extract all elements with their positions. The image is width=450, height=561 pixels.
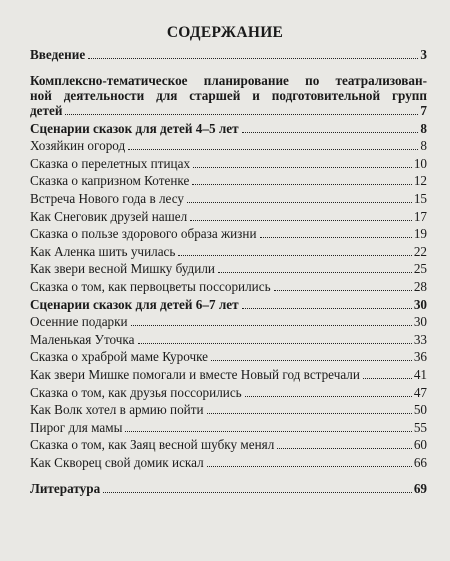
toc-entry-page: 17 [413, 208, 427, 224]
toc-entry [30, 156, 427, 171]
toc-entry [30, 314, 427, 329]
toc-entry [30, 191, 427, 206]
toc-entry-page: 60 [413, 437, 427, 453]
toc-entry-planning [30, 73, 427, 118]
toc-entry-page: 25 [413, 261, 427, 277]
toc-entry-label: Как звери весной Мишку будили [30, 261, 215, 277]
dot-leader [125, 431, 411, 432]
toc-entry [30, 244, 427, 259]
toc-entry-page: 69 [413, 480, 427, 496]
dot-leader [260, 237, 412, 238]
dot-leader [190, 220, 412, 221]
toc-entry-page: 15 [413, 190, 427, 206]
toc-entry-page: 28 [413, 278, 427, 294]
toc-entry [30, 226, 427, 241]
dot-leader [192, 184, 411, 185]
toc-entry-page: 7 [420, 103, 427, 118]
toc-section-label: Сценарии сказок для детей 6–7 лет [30, 296, 239, 312]
toc-entry-label: Как Волк хотел в армию пойти [30, 402, 204, 418]
toc-entry [30, 420, 427, 435]
toc-entry [30, 402, 427, 417]
toc-entry-label: Сказка о том, как друзья поссорились [30, 384, 242, 400]
toc-entry-page: 8 [420, 138, 427, 154]
toc-entry [30, 437, 427, 452]
toc-entry-label: Как Снеговик друзей нашел [30, 208, 188, 224]
dot-leader [211, 360, 412, 361]
dot-leader [88, 58, 418, 59]
toc-entry-label: Сказка о том, как первоцветы поссорились [30, 278, 271, 294]
toc-entry-page: 50 [413, 402, 427, 418]
dot-leader [277, 448, 411, 449]
dot-leader [65, 114, 418, 115]
toc-entry-literature [30, 481, 427, 496]
toc-entry-page: 36 [413, 349, 427, 365]
toc-entry-label: Как звери Мишке помогали и вместе Новый год встречали [30, 366, 360, 382]
toc-entry-page: 19 [413, 226, 427, 242]
toc-entry-label: Встреча Нового года в лесу [30, 190, 185, 206]
dot-leader [242, 132, 419, 133]
toc-entry [30, 332, 427, 347]
dot-leader [363, 378, 412, 379]
toc-entry-label: Литература [30, 480, 101, 496]
toc-entry-page: 33 [413, 331, 427, 347]
toc-entry-page: 55 [413, 419, 427, 435]
dot-leader [274, 290, 412, 291]
toc-entry [30, 138, 427, 153]
toc-entry-label: Осенние подарки [30, 314, 128, 330]
toc-entry-line: детей [30, 103, 63, 118]
toc-entry [30, 209, 427, 224]
toc-entry-page: 22 [413, 243, 427, 259]
dot-leader [207, 413, 412, 414]
dot-leader [245, 396, 412, 397]
toc-entry [30, 173, 427, 188]
dot-leader [193, 167, 412, 168]
toc-entry-label: Сказка о перелетных птицах [30, 155, 191, 171]
dot-leader [103, 492, 412, 493]
toc-section-label: Сценарии сказок для детей 4–5 лет [30, 120, 239, 136]
dot-leader [242, 308, 412, 309]
toc-entry-line: ной деятельности для старшей и подготовительной групп [30, 88, 427, 103]
toc-entry [30, 279, 427, 294]
toc-entry-page: 41 [413, 366, 427, 382]
toc-entry-label: Введение [30, 47, 86, 62]
toc-entry [30, 455, 427, 470]
toc-entry-page: 30 [413, 314, 427, 330]
table-of-contents [30, 47, 427, 498]
dot-leader [207, 466, 412, 467]
toc-entry-page: 66 [413, 454, 427, 470]
toc-section-6-7 [30, 297, 427, 312]
toc-entry [30, 367, 427, 382]
toc-entry-label: Сказка о храброй маме Курочке [30, 349, 209, 365]
toc-section-4-5 [30, 121, 427, 136]
toc-entry-page: 8 [420, 120, 427, 136]
toc-entry-page: 30 [413, 296, 427, 312]
dot-leader [138, 343, 412, 344]
toc-entry [30, 261, 427, 276]
toc-entry-label: Как Скворец свой домик искал [30, 454, 204, 470]
toc-entry-page: 47 [413, 384, 427, 400]
toc-entry-page: 12 [413, 173, 427, 189]
dot-leader [128, 149, 418, 150]
toc-entry [30, 385, 427, 400]
toc-entry-label: Сказка о капризном Котенке [30, 173, 190, 189]
dot-leader [178, 255, 411, 256]
toc-entry-label: Как Аленка шить училась [30, 243, 176, 259]
section-4-5-items [30, 138, 427, 294]
toc-entry-label: Маленькая Уточка [30, 331, 135, 347]
toc-entry-intro [30, 47, 427, 62]
dot-leader [187, 202, 412, 203]
toc-entry-page: 3 [420, 47, 427, 62]
toc-entry-line: Комплексно-тематическое планирование по театрализован- [30, 73, 427, 88]
section-6-7-items [30, 314, 427, 470]
toc-entry-label: Пирог для мамы [30, 419, 123, 435]
toc-entry-label: Хозяйкин огород [30, 138, 126, 154]
dot-leader [131, 325, 412, 326]
toc-entry-page: 10 [413, 155, 427, 171]
page-title: СОДЕРЖАНИЕ [166, 24, 284, 41]
toc-entry-label: Сказка о том, как Заяц весной шубку менял [30, 437, 275, 453]
toc-entry [30, 349, 427, 364]
toc-entry-label: Сказка о пользе здорового образа жизни [30, 226, 257, 242]
dot-leader [218, 272, 412, 273]
